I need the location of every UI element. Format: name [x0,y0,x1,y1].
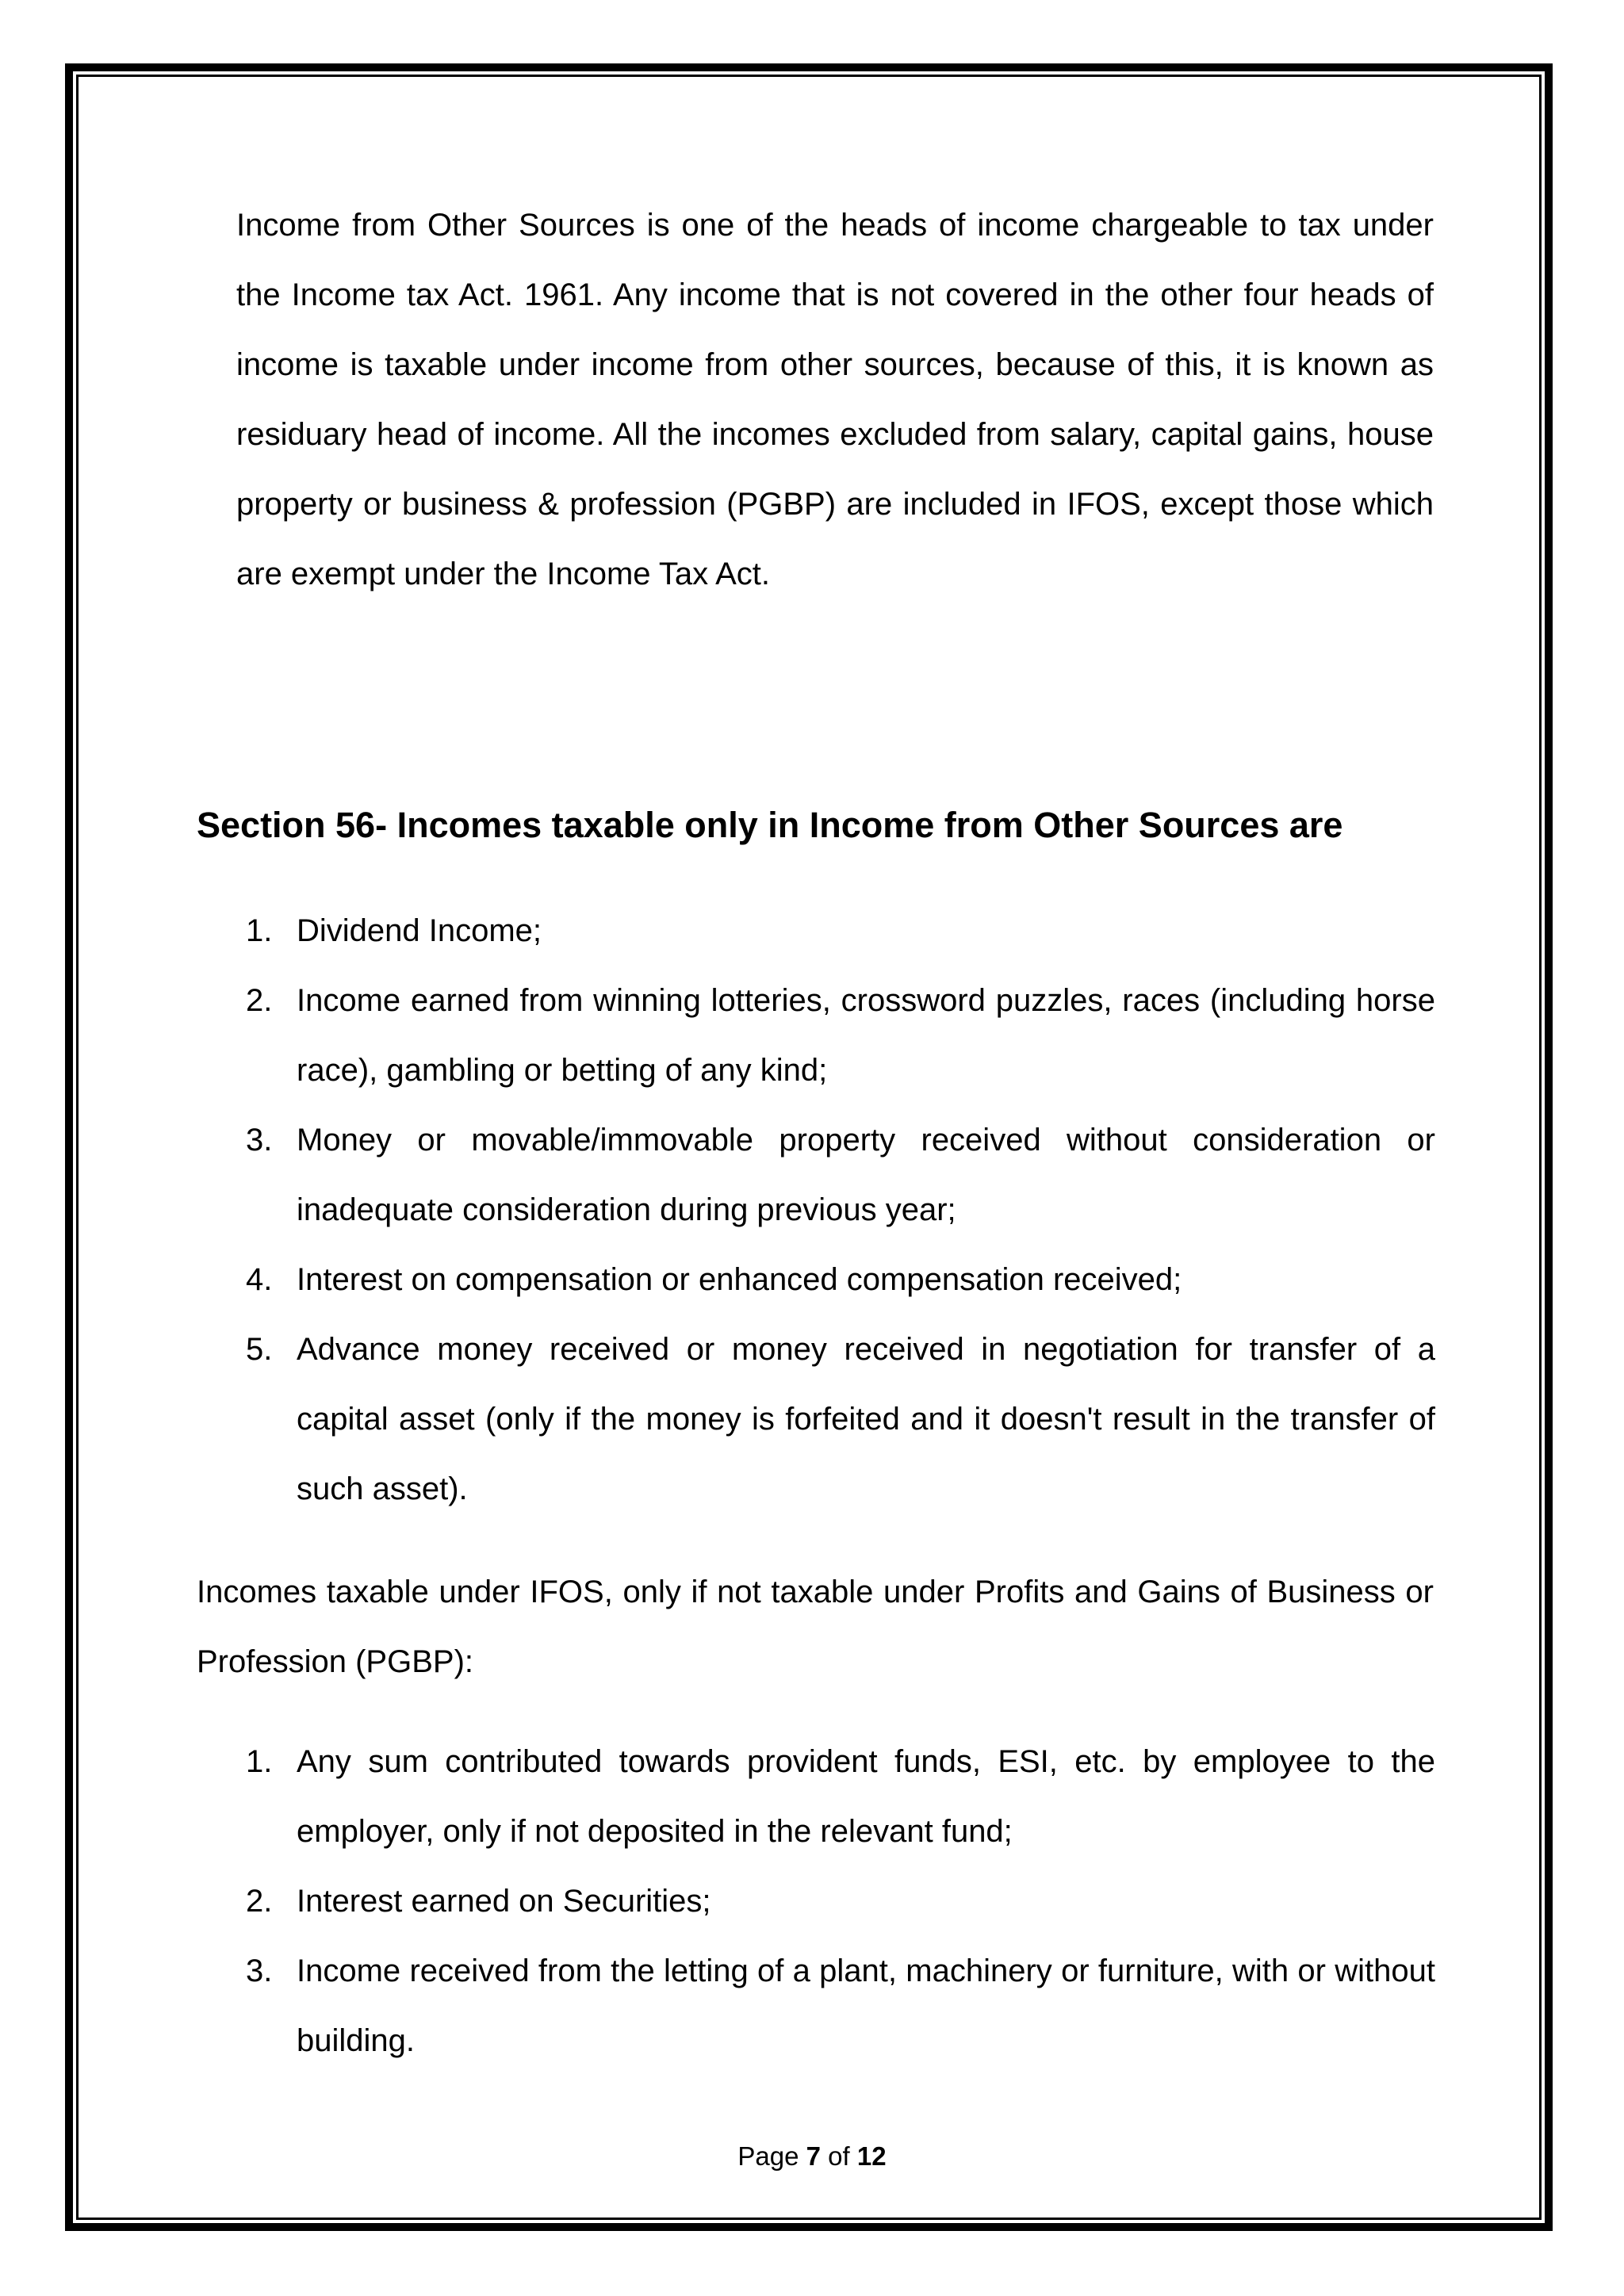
page-footer [0,2137,1624,2175]
list-item [198,966,1435,1105]
intro-paragraph: Income from Other Sources is one of the heads of income chargeable to tax under the Income tax Act. 1961. Any income that is not covered in the other four heads of income is taxable under income from other sources, because of this, it is known as residuary head of income. All the incomes excluded from salary, capital gains, house property or business & profession (PGBP) are included in IFOS, except those which are exempt under the Income Tax Act. [236,208,1434,591]
total-pages-number: 12 [856,2141,887,2171]
list-number: 5. [246,1332,273,1367]
list-item-text: Income received from the letting of a plant, machinery or furniture, with or without building. [297,1954,1435,2058]
section-heading: Section 56- Incomes taxable only in Income from Other Sources are [197,805,1343,845]
list-number: 1. [246,913,273,948]
list-item-text: Interest earned on Securities; [297,1884,711,1919]
list-item [198,1866,1435,1936]
list-item-text: Advance money received or money received in negotiation for transfer of a capital asset (only if the money is forfeited and it doesn't result in the transfer of such asset). [297,1332,1435,1506]
ifos-pgbp-paragraph: Incomes taxable under IFOS, only if not taxable under Profits and Gains of Business or Profession (PGBP): [197,1575,1434,1679]
of-label: of [828,2141,850,2171]
list-item [198,1105,1435,1245]
list-number: 2. [246,1884,273,1919]
section-56-list [198,896,1435,1524]
list-item-text: Any sum contributed towards provident funds, ESI, etc. by employee to the employer, only if not deposited in the relevant fund; [297,1744,1435,1849]
list-item [198,1314,1435,1524]
list-number: 1. [246,1744,273,1779]
list-item [198,1245,1435,1314]
list-item-text: Dividend Income; [297,913,542,948]
list-item-text: Interest on compensation or enhanced compensation received; [297,1262,1182,1297]
list-item [198,896,1435,966]
list-number: 2. [246,983,273,1018]
list-item [198,1727,1435,1866]
list-number: 3. [246,1954,273,1988]
page-label: Page [737,2141,799,2171]
list-item [198,1936,1435,2076]
list-item-text: Income earned from winning lotteries, crossword puzzles, races (including horse race), gambling or betting of any kind; [297,983,1435,1088]
ifos-pgbp-list [198,1727,1435,2076]
list-number: 4. [246,1262,273,1297]
list-item-text: Money or movable/immovable property received without consideration or inadequate consideration during previous year; [297,1123,1435,1227]
list-number: 3. [246,1123,273,1158]
current-page-number: 7 [806,2141,821,2171]
